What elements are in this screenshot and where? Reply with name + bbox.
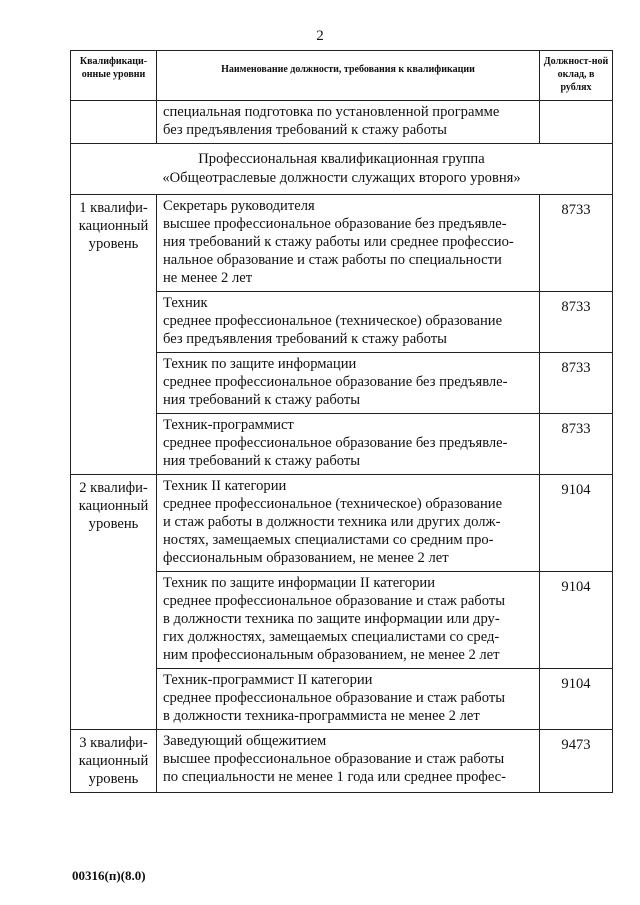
position-description xyxy=(157,669,540,730)
position-title: Техник II категории xyxy=(163,478,287,494)
requirement-line: среднее профессиональное (техническое) образование xyxy=(163,496,503,512)
continuation-line: специальная подготовка по установленной программе xyxy=(163,104,500,120)
position-row xyxy=(71,730,613,793)
requirement-line: в должности техника по защите информации или дру- xyxy=(163,611,500,627)
position-title: Техник-программист xyxy=(163,417,294,433)
position-title: Техник по защите информации II категории xyxy=(163,575,436,591)
requirement-line: не менее 2 лет xyxy=(163,270,253,286)
continuation-level-cell xyxy=(71,101,157,144)
requirement-line: ния требований к стажу работы xyxy=(163,453,361,469)
salary-value: 8733 xyxy=(540,195,613,292)
qualification-level xyxy=(71,195,157,475)
requirement-line: по специальности не менее 1 года или среднее профес- xyxy=(163,769,507,785)
continuation-salary-cell xyxy=(540,101,613,144)
group-title-line: «Общеотраслевые должности служащих второго уровня» xyxy=(162,170,521,186)
qualification-table xyxy=(70,50,613,793)
group-title-line: Профессиональная квалификационная группа xyxy=(198,151,485,167)
header-levels: Квалификаци-онные уровни xyxy=(71,51,157,101)
position-title: Техник-программист II категории xyxy=(163,672,373,688)
header-position: Наименование должности, требования к квалификации xyxy=(157,51,540,101)
requirement-line: ния требований к стажу работы xyxy=(163,392,361,408)
requirement-line: без предъявления требований к стажу работы xyxy=(163,331,447,347)
position-title: Заведующий общежитием xyxy=(163,733,327,749)
salary-value: 9104 xyxy=(540,475,613,572)
requirement-line: среднее профессиональное образование без предъявле- xyxy=(163,435,508,451)
level-label-line: уровень xyxy=(88,771,139,787)
requirement-line: нальное образование и стаж работы по специальности xyxy=(163,252,502,268)
position-title: Техник по защите информации xyxy=(163,356,357,372)
position-description xyxy=(157,292,540,353)
requirement-line: гих должностях, замещаемых специалистами со сред- xyxy=(163,629,500,645)
level-label-line: уровень xyxy=(88,516,139,532)
position-row xyxy=(71,195,613,292)
salary-value: 9104 xyxy=(540,669,613,730)
qualification-level xyxy=(71,730,157,793)
position-description xyxy=(157,195,540,292)
continuation-line: без предъявления требований к стажу работы xyxy=(163,122,447,138)
level-label-line: кационный xyxy=(78,498,149,514)
level-label-line: 1 квалифи- xyxy=(79,200,148,216)
continuation-row xyxy=(71,101,613,144)
salary-value: 8733 xyxy=(540,414,613,475)
requirement-line: и стаж работы в должности техника или других долж- xyxy=(163,514,501,530)
level-label-line: кационный xyxy=(78,218,149,234)
table-header-row xyxy=(71,51,613,101)
position-description xyxy=(157,414,540,475)
salary-value: 9473 xyxy=(540,730,613,793)
position-description xyxy=(157,572,540,669)
requirement-line: среднее профессиональное образование и стаж работы xyxy=(163,690,506,706)
level-label-line: 3 квалифи- xyxy=(79,735,148,751)
requirement-line: фессиональным образованием, не менее 2 лет xyxy=(163,550,449,566)
continuation-text xyxy=(157,101,540,144)
salary-value: 9104 xyxy=(540,572,613,669)
requirement-line: высшее профессиональное образование без предъявле- xyxy=(163,216,507,232)
requirement-line: среднее профессиональное образование без предъявле- xyxy=(163,374,508,390)
level-label-line: кационный xyxy=(78,753,149,769)
group-title xyxy=(71,144,613,195)
page-number: 2 xyxy=(316,28,324,44)
position-description xyxy=(157,475,540,572)
salary-value: 8733 xyxy=(540,292,613,353)
position-row xyxy=(71,475,613,572)
requirement-line: ним профессиональным образованием, не менее 2 лет xyxy=(163,647,500,663)
requirement-line: ностях, замещаемых специалистами со средним про- xyxy=(163,532,494,548)
position-title: Секретарь руководителя xyxy=(163,198,315,214)
requirement-line: высшее профессиональное образование и стаж работы xyxy=(163,751,505,767)
level-label-line: 2 квалифи- xyxy=(79,480,148,496)
salary-value: 8733 xyxy=(540,353,613,414)
header-salary: Должност-ной оклад, в рублях xyxy=(540,51,613,101)
requirement-line: в должности техника-программиста не менее 2 лет xyxy=(163,708,480,724)
position-description xyxy=(157,353,540,414)
level-label-line: уровень xyxy=(88,236,139,252)
requirement-line: среднее профессиональное (техническое) образование xyxy=(163,313,503,329)
requirement-line: среднее профессиональное образование и стаж работы xyxy=(163,593,506,609)
requirement-line: ния требований к стажу работы или среднее профессио- xyxy=(163,234,514,250)
position-description xyxy=(157,730,540,793)
group-title-row xyxy=(71,144,613,195)
position-title: Техник xyxy=(163,295,208,311)
document-code: 00316(п)(8.0) xyxy=(72,868,146,883)
qualification-level xyxy=(71,475,157,730)
